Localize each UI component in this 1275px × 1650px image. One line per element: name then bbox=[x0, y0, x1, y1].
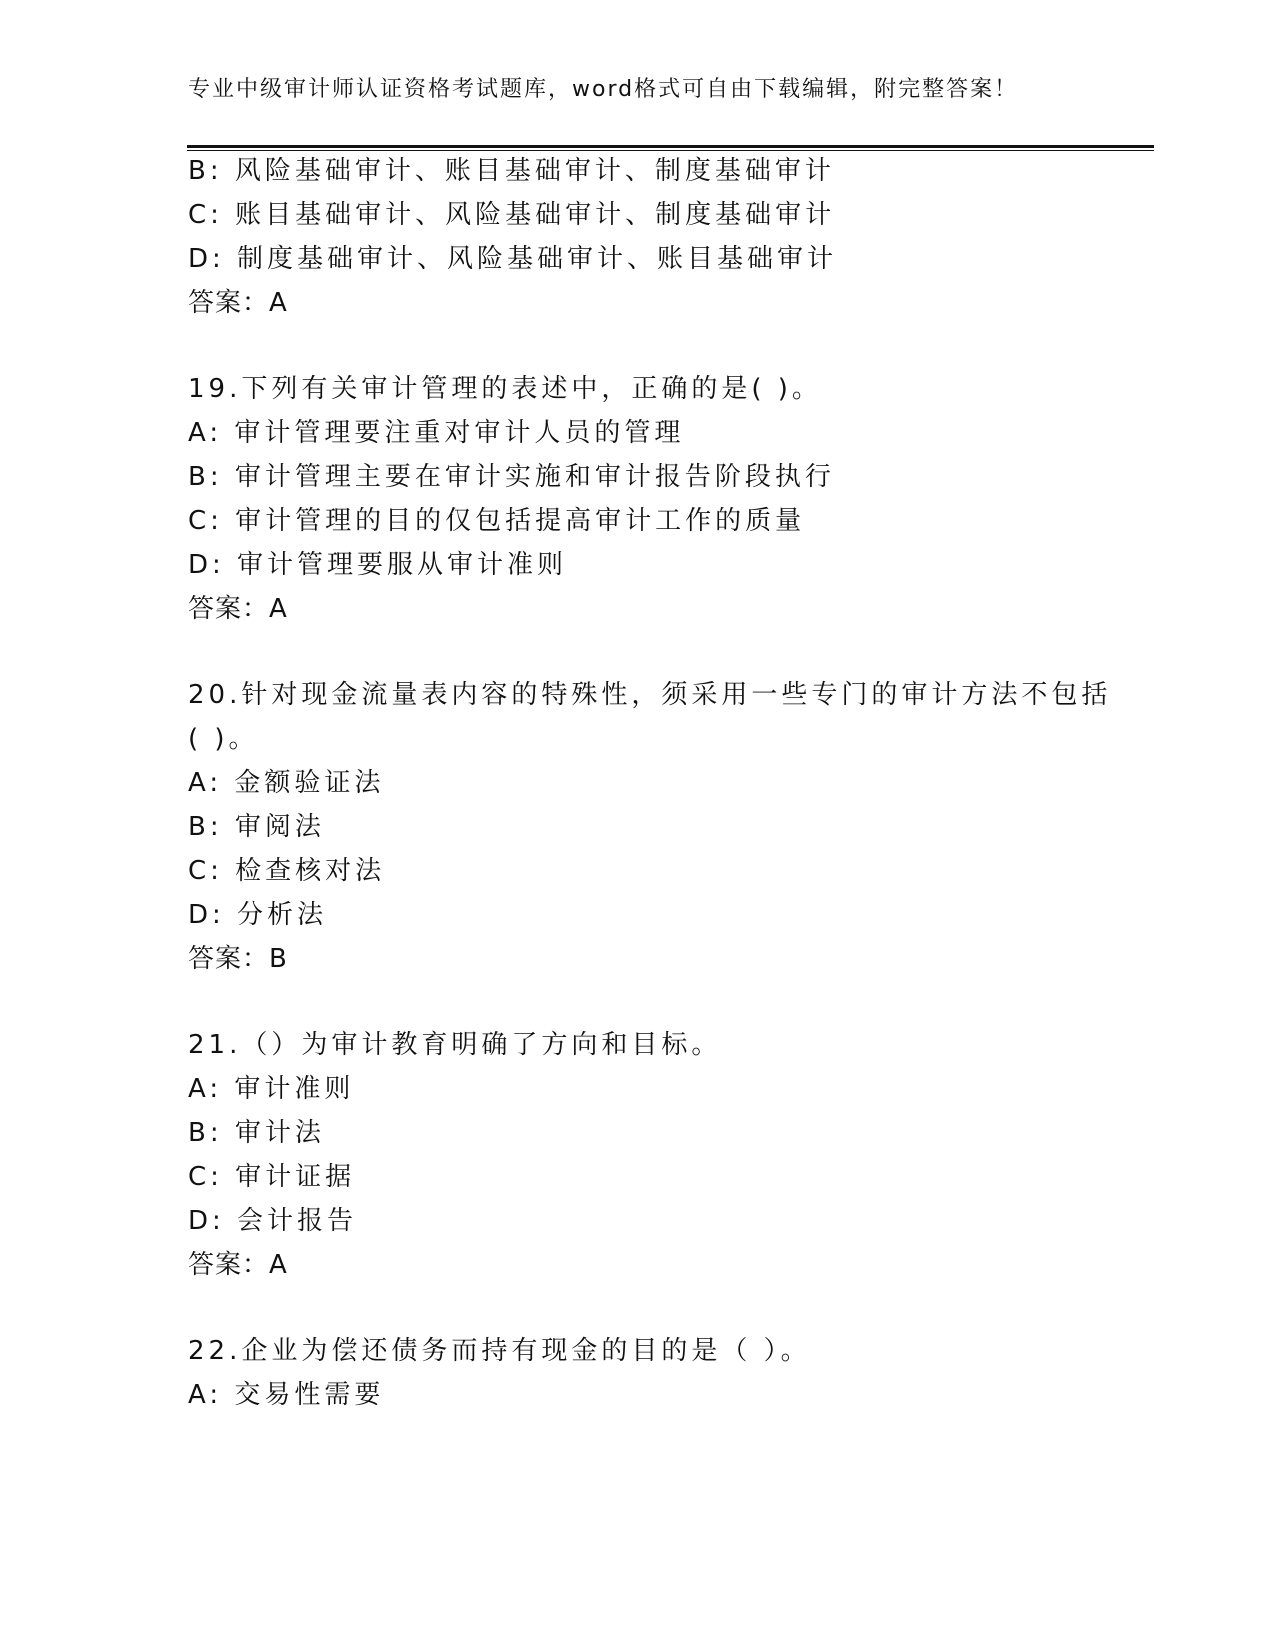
q19-option-c: C: 审计管理的目的仅包括提高审计工作的质量 bbox=[188, 506, 806, 536]
q21-answer: 答案：A bbox=[188, 1250, 288, 1280]
header-rule-thick bbox=[187, 145, 1154, 148]
q21-option-b: B: 审计法 bbox=[188, 1118, 325, 1148]
q21-question: 21.（）为审计教育明确了方向和目标。 bbox=[188, 1030, 722, 1060]
q18-option-d: D: 制度基础审计、风险基础审计、账目基础审计 bbox=[188, 244, 838, 274]
q20-question-line1: 20.针对现金流量表内容的特殊性，须采用一些专门的审计方法不包括 bbox=[188, 680, 1112, 710]
q19-option-b: B: 审计管理主要在审计实施和审计报告阶段执行 bbox=[188, 462, 835, 492]
q20-question-line2: ( )。 bbox=[188, 724, 259, 754]
q22-question: 22.企业为偿还债务而持有现金的目的是（ ）。 bbox=[188, 1336, 811, 1366]
q18-answer: 答案：A bbox=[188, 288, 288, 318]
q21-option-d: D: 会计报告 bbox=[188, 1206, 358, 1236]
q19-answer: 答案：A bbox=[188, 594, 288, 624]
q19-question: 19.下列有关审计管理的表述中，正确的是( )。 bbox=[188, 374, 822, 404]
q20-option-d: D: 分析法 bbox=[188, 900, 328, 930]
q21-option-a: A: 审计准则 bbox=[188, 1074, 355, 1104]
header-rule-thin bbox=[187, 150, 1154, 151]
q22-option-a: A: 交易性需要 bbox=[188, 1380, 385, 1410]
q20-option-b: B: 审阅法 bbox=[188, 812, 325, 842]
q19-option-d: D: 审计管理要服从审计准则 bbox=[188, 550, 568, 580]
q20-option-a: A: 金额验证法 bbox=[188, 768, 385, 798]
q20-answer: 答案：B bbox=[188, 944, 288, 974]
page-header: 专业中级审计师认证资格考试题库，word格式可自由下载编辑，附完整答案！ bbox=[188, 77, 1019, 102]
q21-option-c: C: 审计证据 bbox=[188, 1162, 356, 1192]
q20-option-c: C: 检查核对法 bbox=[188, 856, 386, 886]
q19-option-a: A: 审计管理要注重对审计人员的管理 bbox=[188, 418, 685, 448]
q18-option-c: C: 账目基础审计、风险基础审计、制度基础审计 bbox=[188, 200, 836, 230]
q18-option-b: B: 风险基础审计、账目基础审计、制度基础审计 bbox=[188, 156, 835, 186]
